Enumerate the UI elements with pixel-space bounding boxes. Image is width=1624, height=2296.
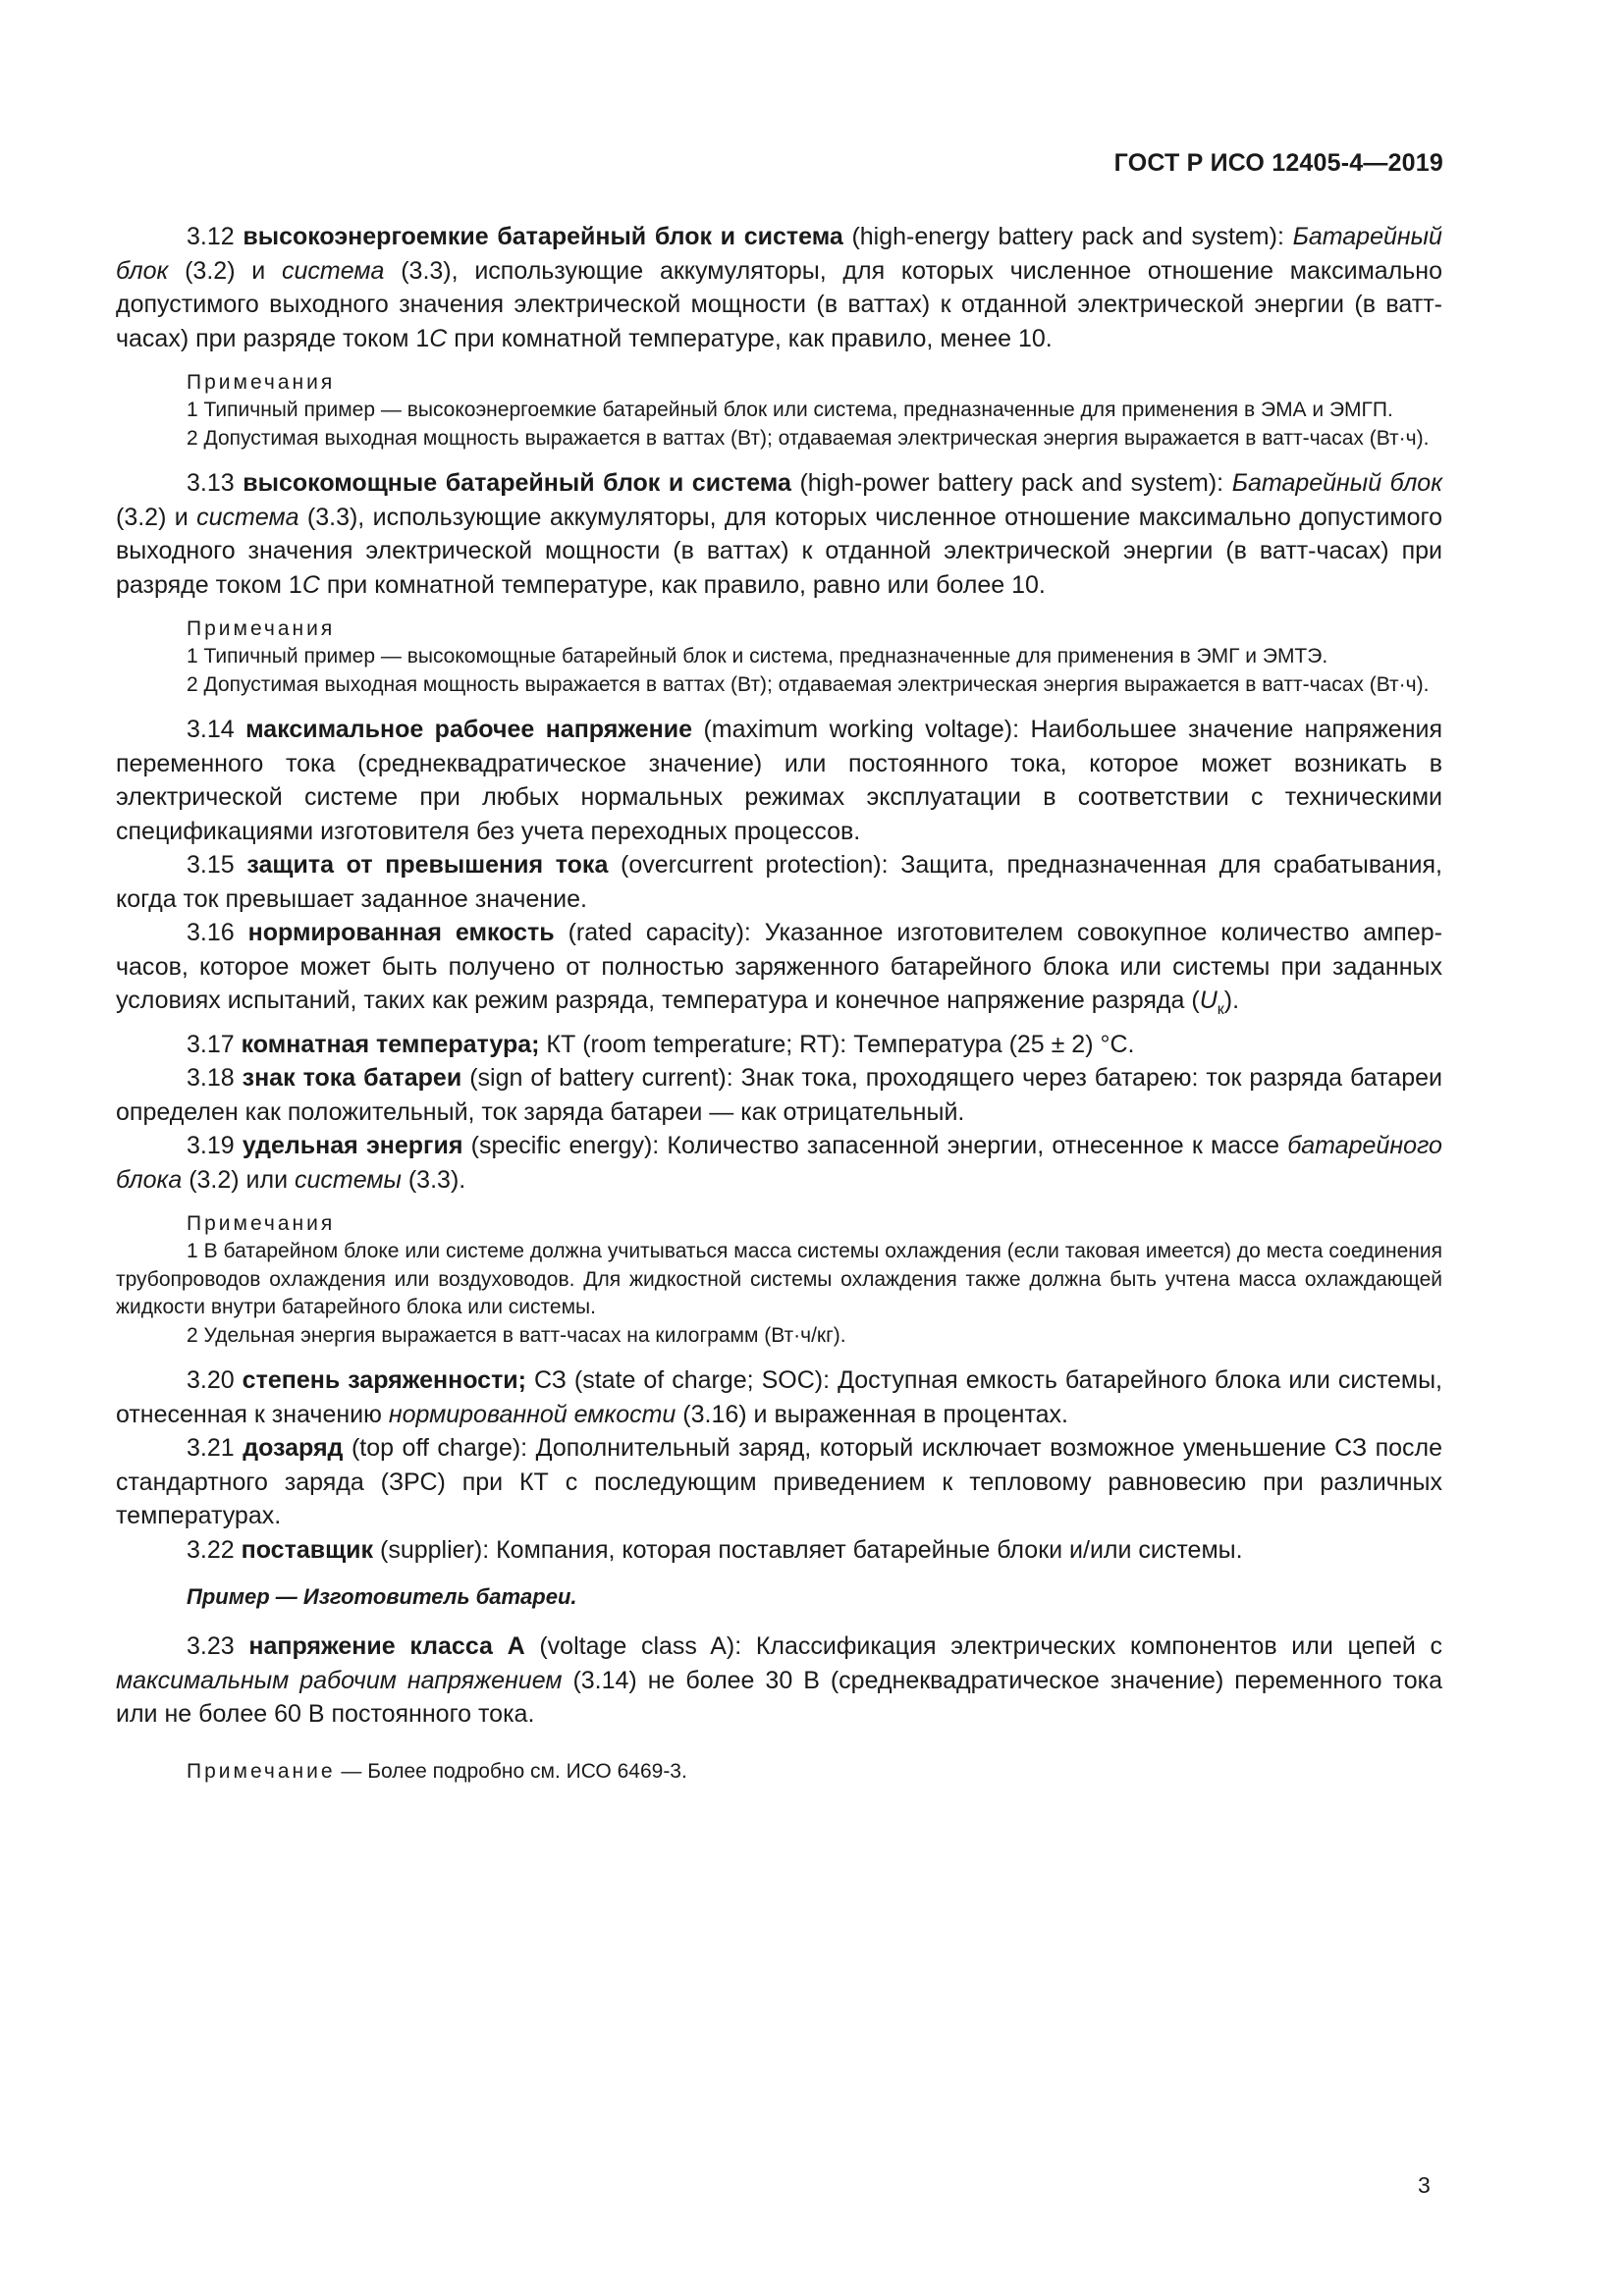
term-title: напряжение класса A <box>248 1632 525 1660</box>
term-title: удельная энергия <box>242 1132 463 1159</box>
document-code: ГОСТ Р ИСО 12405-4—2019 <box>1113 149 1443 177</box>
note-single <box>116 1757 1442 1787</box>
term-3-12: 3.12 высокоэнергоемкие батарейный блок и система (high-energy battery pack and system): Батарейный блок (3.2) и система (3.3), использующие аккумуляторы, для которых численное отношение максимально допустимого выходного значения электрической мощности (в ваттах) к отданной электрической энергии (в ватт-часах) при разряде током 1C при комнатной температуре, как правило, менее 10. <box>116 223 1442 352</box>
note-item: 2 Допустимая выходная мощность выражается в ваттах (Вт); отдаваемая электрическая энергия выражается в ватт-часах (Вт·ч). <box>187 672 1430 696</box>
example-line: Пример — Изготовитель батареи. <box>187 1584 577 1609</box>
term-number: 3.20 <box>187 1366 235 1394</box>
term-number: 3.13 <box>187 469 235 497</box>
term-number: 3.21 <box>187 1434 235 1462</box>
term-3-16: 3.16 нормированная емкость (rated capacity): Указанное изготовителем совокупное количество ампер-часов, которое может быть получено от полностью заряженного батарейного блока или системы при заданных условиях испытаний, таких как режим разряда, температура и конечное напряжение разряда $(U_к)$. <box>116 919 1442 1018</box>
term-number: 3.12 <box>187 223 235 250</box>
term-title: защита от превышения тока <box>246 851 609 879</box>
term-title: высокоэнергоемкие батарейный блок и система <box>243 223 843 250</box>
note-item: 2 Допустимая выходная мощность выражается в ваттах (Вт); отдаваемая электрическая энергия выражается в ватт-часах (Вт·ч). <box>187 426 1430 450</box>
term-title: максимальное рабочее напряжение <box>245 716 693 743</box>
term-number: 3.16 <box>187 919 235 946</box>
term-3-13: 3.13 высокомощные батарейный блок и система (high-power battery pack and system): Батарейный блок (3.2) и система (3.3), использующие аккумуляторы, для которых численное отношение максимально допустимого выходного значения электрической мощности (в ваттах) к отданной электрической энергии (в ватт-часах) при разряде током 1C при комнатной температуре, как правило, равно или более 10. <box>116 469 1443 599</box>
note-item: 1 Типичный пример — высокоэнергоемкие батарейный блок или система, предназначенные для применения в ЭМА и ЭМГП. <box>187 399 1393 421</box>
term-number: 3.23 <box>187 1632 235 1660</box>
term-number: 3.22 <box>187 1535 235 1564</box>
term-3-18: 3.18 знак тока батареи (sign of battery current): Знак тока, проходящего через батарею: ток разряда батареи определен как положительный, ток заряда батареи — как отрицательный. <box>116 1064 1442 1126</box>
notes-heading: Примечания <box>187 371 336 394</box>
term-3-19: 3.19 удельная энергия (specific energy): Количество запасенной энергии, отнесенное к массе батарейного блока (3.2) или системы (3.3). <box>116 1132 1442 1194</box>
term-3-23: 3.23 напряжение класса A (voltage class A): Классификация электрических компонентов или цепей с максимальным рабочим напряжением (3.14) не более 30 В (среднеквадратическое значение) переменного тока или не более 60 В постоянного тока. <box>116 1632 1443 1728</box>
note-label: Примечание <box>187 1759 336 1783</box>
term-3-22: 3.22 поставщик (supplier): Компания, которая поставляет батарейные блоки и/или системы. <box>187 1535 1243 1564</box>
term-title: дозаряд <box>243 1434 344 1462</box>
term-3-20: 3.20 степень заряженности; СЗ (state of charge; SOC): Доступная емкость батарейного блока или системы, отнесенная к значению нормированной емкости (3.16) и выраженная в процентах. <box>116 1366 1442 1428</box>
term-title: высокомощные батарейный блок и система <box>243 469 791 497</box>
term-number: 3.14 <box>187 716 235 743</box>
note-text: — Более подробно см. ИСО 6469-3. <box>341 1759 687 1783</box>
term-number: 3.17 <box>187 1030 235 1058</box>
notes-heading: Примечания <box>187 1212 336 1235</box>
note-item: 1 В батарейном блоке или системе должна учитываться масса системы охлаждения (если таковая имеется) до места соединения трубопроводов охлаждения или воздуховодов. Для жидкостной системы охлаждения также должна быть учтена масса охлаждающей жидкости внутри батарейного блока или системы. <box>116 1240 1442 1318</box>
term-3-15: 3.15 защита от превышения тока (overcurrent protection): Защита, предназначенная для срабатывания, когда ток превышает заданное значение. <box>116 851 1443 913</box>
term-number: 3.18 <box>187 1064 235 1092</box>
term-3-21: 3.21 дозаряд (top off charge): Дополнительный заряд, который исключает возможное уменьшение СЗ после стандартного заряда (ЗРС) при КТ с последующим приведением к тепловому равновесию при различных температурах. <box>116 1434 1443 1529</box>
term-title: поставщик <box>241 1535 374 1564</box>
note-item: 2 Удельная энергия выражается в ватт-часах на килограмм (Вт·ч/кг). <box>187 1323 846 1347</box>
term-3-14: 3.14 максимальное рабочее напряжение (maximum working voltage): Наибольшее значение напряжения переменного тока (среднеквадратическое значение) или постоянного тока, которое может возникать в электрической системе при любых нормальных режимах эксплуатации в соответствии с техническими спецификациями изготовителя без учета переходных процессов. <box>116 716 1442 845</box>
term-title: степень заряженности; <box>242 1366 527 1394</box>
term-title: знак тока батареи <box>242 1064 462 1092</box>
document-body <box>116 220 1442 1787</box>
notes-heading: Примечания <box>187 617 336 640</box>
note-item: 1 Типичный пример — высокомощные батарейный блок и система, предназначенные для применения в ЭМГ и ЭМТЭ. <box>187 645 1328 667</box>
term-title: нормированная емкость <box>247 919 555 946</box>
term-number: 3.15 <box>187 851 235 879</box>
term-title: комнатная температура; <box>241 1030 540 1058</box>
page-number: 3 <box>1418 2172 1431 2198</box>
term-3-17: 3.17 комнатная температура; КТ (room temperature; RT): Температура (25 ± 2) °C. <box>187 1030 1135 1058</box>
term-number: 3.19 <box>187 1132 235 1159</box>
